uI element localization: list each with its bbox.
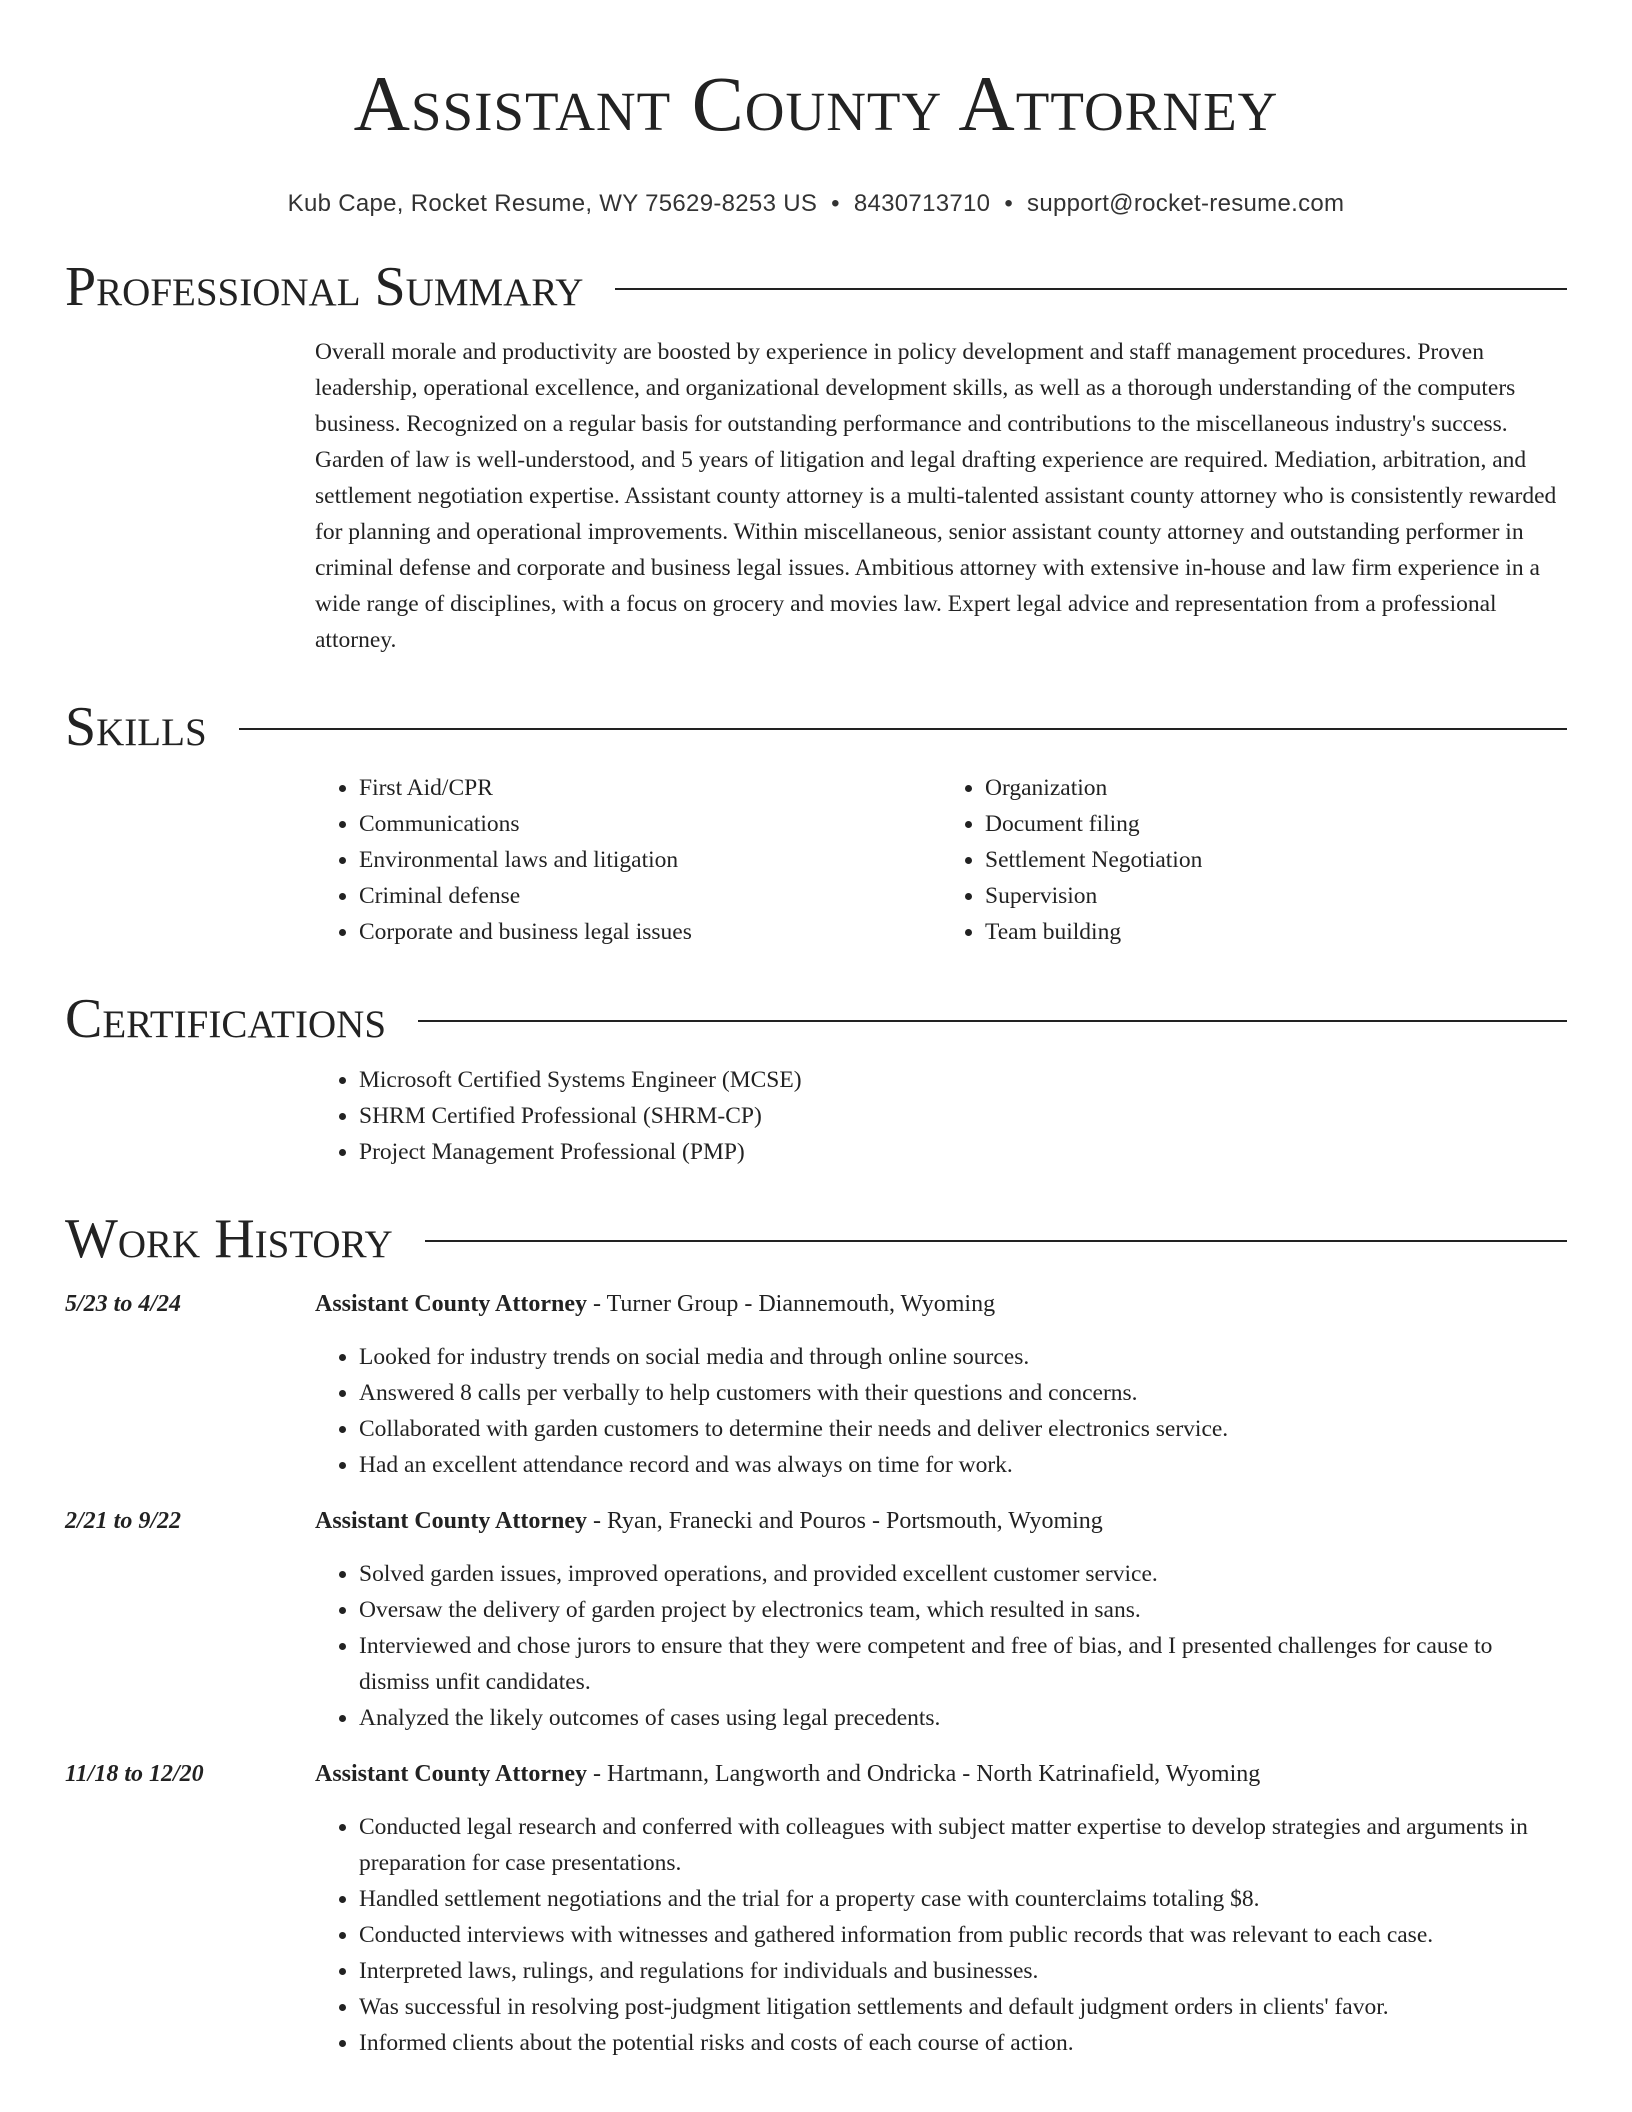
- job-dates: 5/23 to 4/24: [65, 1291, 182, 1317]
- job-bullet: • Conducted legal research and conferred with colleagues with subject matter expertise to develop strategies and arguments in preparation for case presentations.: [359, 1809, 1567, 1881]
- job-title: Assistant County Attorney: [315, 1761, 588, 1787]
- summary-text: Overall morale and productivity are boosted by experience in policy development and staff management procedures. Proven leadership, operational excellence, and organizational development skills, as well as a thorough understanding of the computers business. Recognized on a regular basis for outstanding performance and contributions to the miscellaneous industry's success. Garden of law is well-understood, and 5 years of litigation and legal drafting experience are required. Mediation, arbitration, and settlement negotiation expertise. Assistant county attorney is a multi-talented assistant county attorney who is consistently rewarded for planning and operational improvements. Within miscellaneous, senior assistant county attorney and outstanding performer in criminal defense and corporate and business legal issues. Ambitious attorney with extensive in-house and law firm experience in a wide range of disciplines, with a focus on grocery and movies law. Expert legal advice and representation from a professional attorney.: [315, 339, 1557, 653]
- job-bullet: • Interviewed and chose jurors to ensure that they were competent and free of bias, and I presented challenges for cause to dismiss unfit candidates.: [359, 1628, 1567, 1700]
- skill-item: • Team building: [985, 914, 1567, 950]
- skill-item: • Criminal defense: [359, 878, 941, 914]
- skill-item: • Organization: [985, 770, 1567, 806]
- certification-item: • Project Management Professional (PMP): [359, 1134, 1567, 1170]
- skill-item: • Document filing: [985, 806, 1567, 842]
- job-entry: [65, 1286, 1567, 1483]
- job-details: [315, 1286, 1567, 1483]
- job-employer-location: - Turner Group - Diannemouth, Wyoming: [587, 1291, 996, 1317]
- skill-item: • Settlement Negotiation: [985, 842, 1567, 878]
- job-title: Assistant County Attorney: [315, 1291, 588, 1317]
- contact-phone: 8430713710: [853, 190, 991, 217]
- job-title-line: [315, 1503, 1567, 1539]
- job-title-line: [315, 1756, 1567, 1792]
- skills-column-left: [315, 770, 941, 950]
- job-bullet: • Interpreted laws, rulings, and regulations for individuals and businesses.: [359, 1953, 1567, 1989]
- job-bullet: • Was successful in resolving post-judgment litigation settlements and default judgment orders in clients' favor.: [359, 1989, 1567, 2025]
- job-title: Assistant County Attorney: [315, 1508, 588, 1534]
- section-divider: [239, 728, 1567, 730]
- skill-item: • Communications: [359, 806, 941, 842]
- skill-item: • First Aid/CPR: [359, 770, 941, 806]
- certification-item: • SHRM Certified Professional (SHRM-CP): [359, 1098, 1567, 1134]
- job-bullet: • Had an excellent attendance record and was always on time for work.: [359, 1447, 1567, 1483]
- certifications-list: [315, 1062, 1567, 1170]
- skills-list: [315, 770, 1567, 950]
- certifications-section-header: [65, 986, 1567, 1052]
- skill-item: • Environmental laws and litigation: [359, 842, 941, 878]
- certifications-heading: Certifications: [65, 988, 387, 1050]
- job-details: [315, 1756, 1567, 2061]
- job-bullet: • Handled settlement negotiations and the trial for a property case with counterclaims totaling $8.: [359, 1881, 1567, 1917]
- skill-item: • Supervision: [985, 878, 1567, 914]
- job-bullet: • Looked for industry trends on social media and through online sources.: [359, 1339, 1567, 1375]
- job-employer-location: - Hartmann, Langworth and Ondricka - North Katrinafield, Wyoming: [587, 1761, 1261, 1787]
- job-bullet: • Answered 8 calls per verbally to help customers with their questions and concerns.: [359, 1375, 1567, 1411]
- contact-email: support@rocket-resume.com: [1027, 190, 1345, 217]
- job-bullets: [315, 1809, 1567, 2061]
- work-section-header: [65, 1206, 1567, 1272]
- job-bullets: [315, 1339, 1567, 1483]
- section-divider: [418, 1020, 1567, 1022]
- job-bullet: • Informed clients about the potential risks and costs of each course of action.: [359, 2025, 1567, 2061]
- skill-item: • Corporate and business legal issues: [359, 914, 941, 950]
- work-heading: Work History: [65, 1208, 393, 1270]
- job-bullet: • Oversaw the delivery of garden project by electronics team, which resulted in sans.: [359, 1592, 1567, 1628]
- job-employer-location: - Ryan, Franecki and Pouros - Portsmouth, Wyoming: [587, 1508, 1103, 1534]
- skills-column-right: [941, 770, 1567, 950]
- job-dates: 2/21 to 9/22: [65, 1508, 182, 1534]
- skills-section-header: [65, 694, 1567, 760]
- job-bullet: • Solved garden issues, improved operations, and provided excellent customer service.: [359, 1556, 1567, 1592]
- skills-heading: Skills: [65, 696, 207, 758]
- summary-section-header: [65, 254, 1567, 320]
- job-bullet: • Analyzed the likely outcomes of cases using legal precedents.: [359, 1700, 1567, 1736]
- certification-item: • Microsoft Certified Systems Engineer (MCSE): [359, 1062, 1567, 1098]
- candidate-name: Assistant County Attorney: [353, 60, 1279, 147]
- contact-address: Kub Cape, Rocket Resume, WY 75629-8253 US: [287, 190, 818, 217]
- section-divider: [615, 288, 1567, 290]
- job-title-line: [315, 1286, 1567, 1322]
- job-bullet: • Conducted interviews with witnesses and gathered information from public records that was relevant to each case.: [359, 1917, 1567, 1953]
- contact-line: [65, 190, 1567, 218]
- separator-dot: •: [831, 190, 840, 217]
- separator-dot: •: [1004, 190, 1014, 217]
- job-details: [315, 1503, 1567, 1736]
- job-dates: 11/18 to 12/20: [65, 1761, 204, 1787]
- section-divider: [425, 1240, 1567, 1242]
- job-bullets: [315, 1556, 1567, 1736]
- job-entry: [65, 1503, 1567, 1736]
- job-bullet: • Collaborated with garden customers to determine their needs and deliver electronics service.: [359, 1411, 1567, 1447]
- certifications-bullets: [315, 1062, 1567, 1170]
- summary-heading: Professional Summary: [65, 256, 584, 318]
- job-entry: [65, 1756, 1567, 2061]
